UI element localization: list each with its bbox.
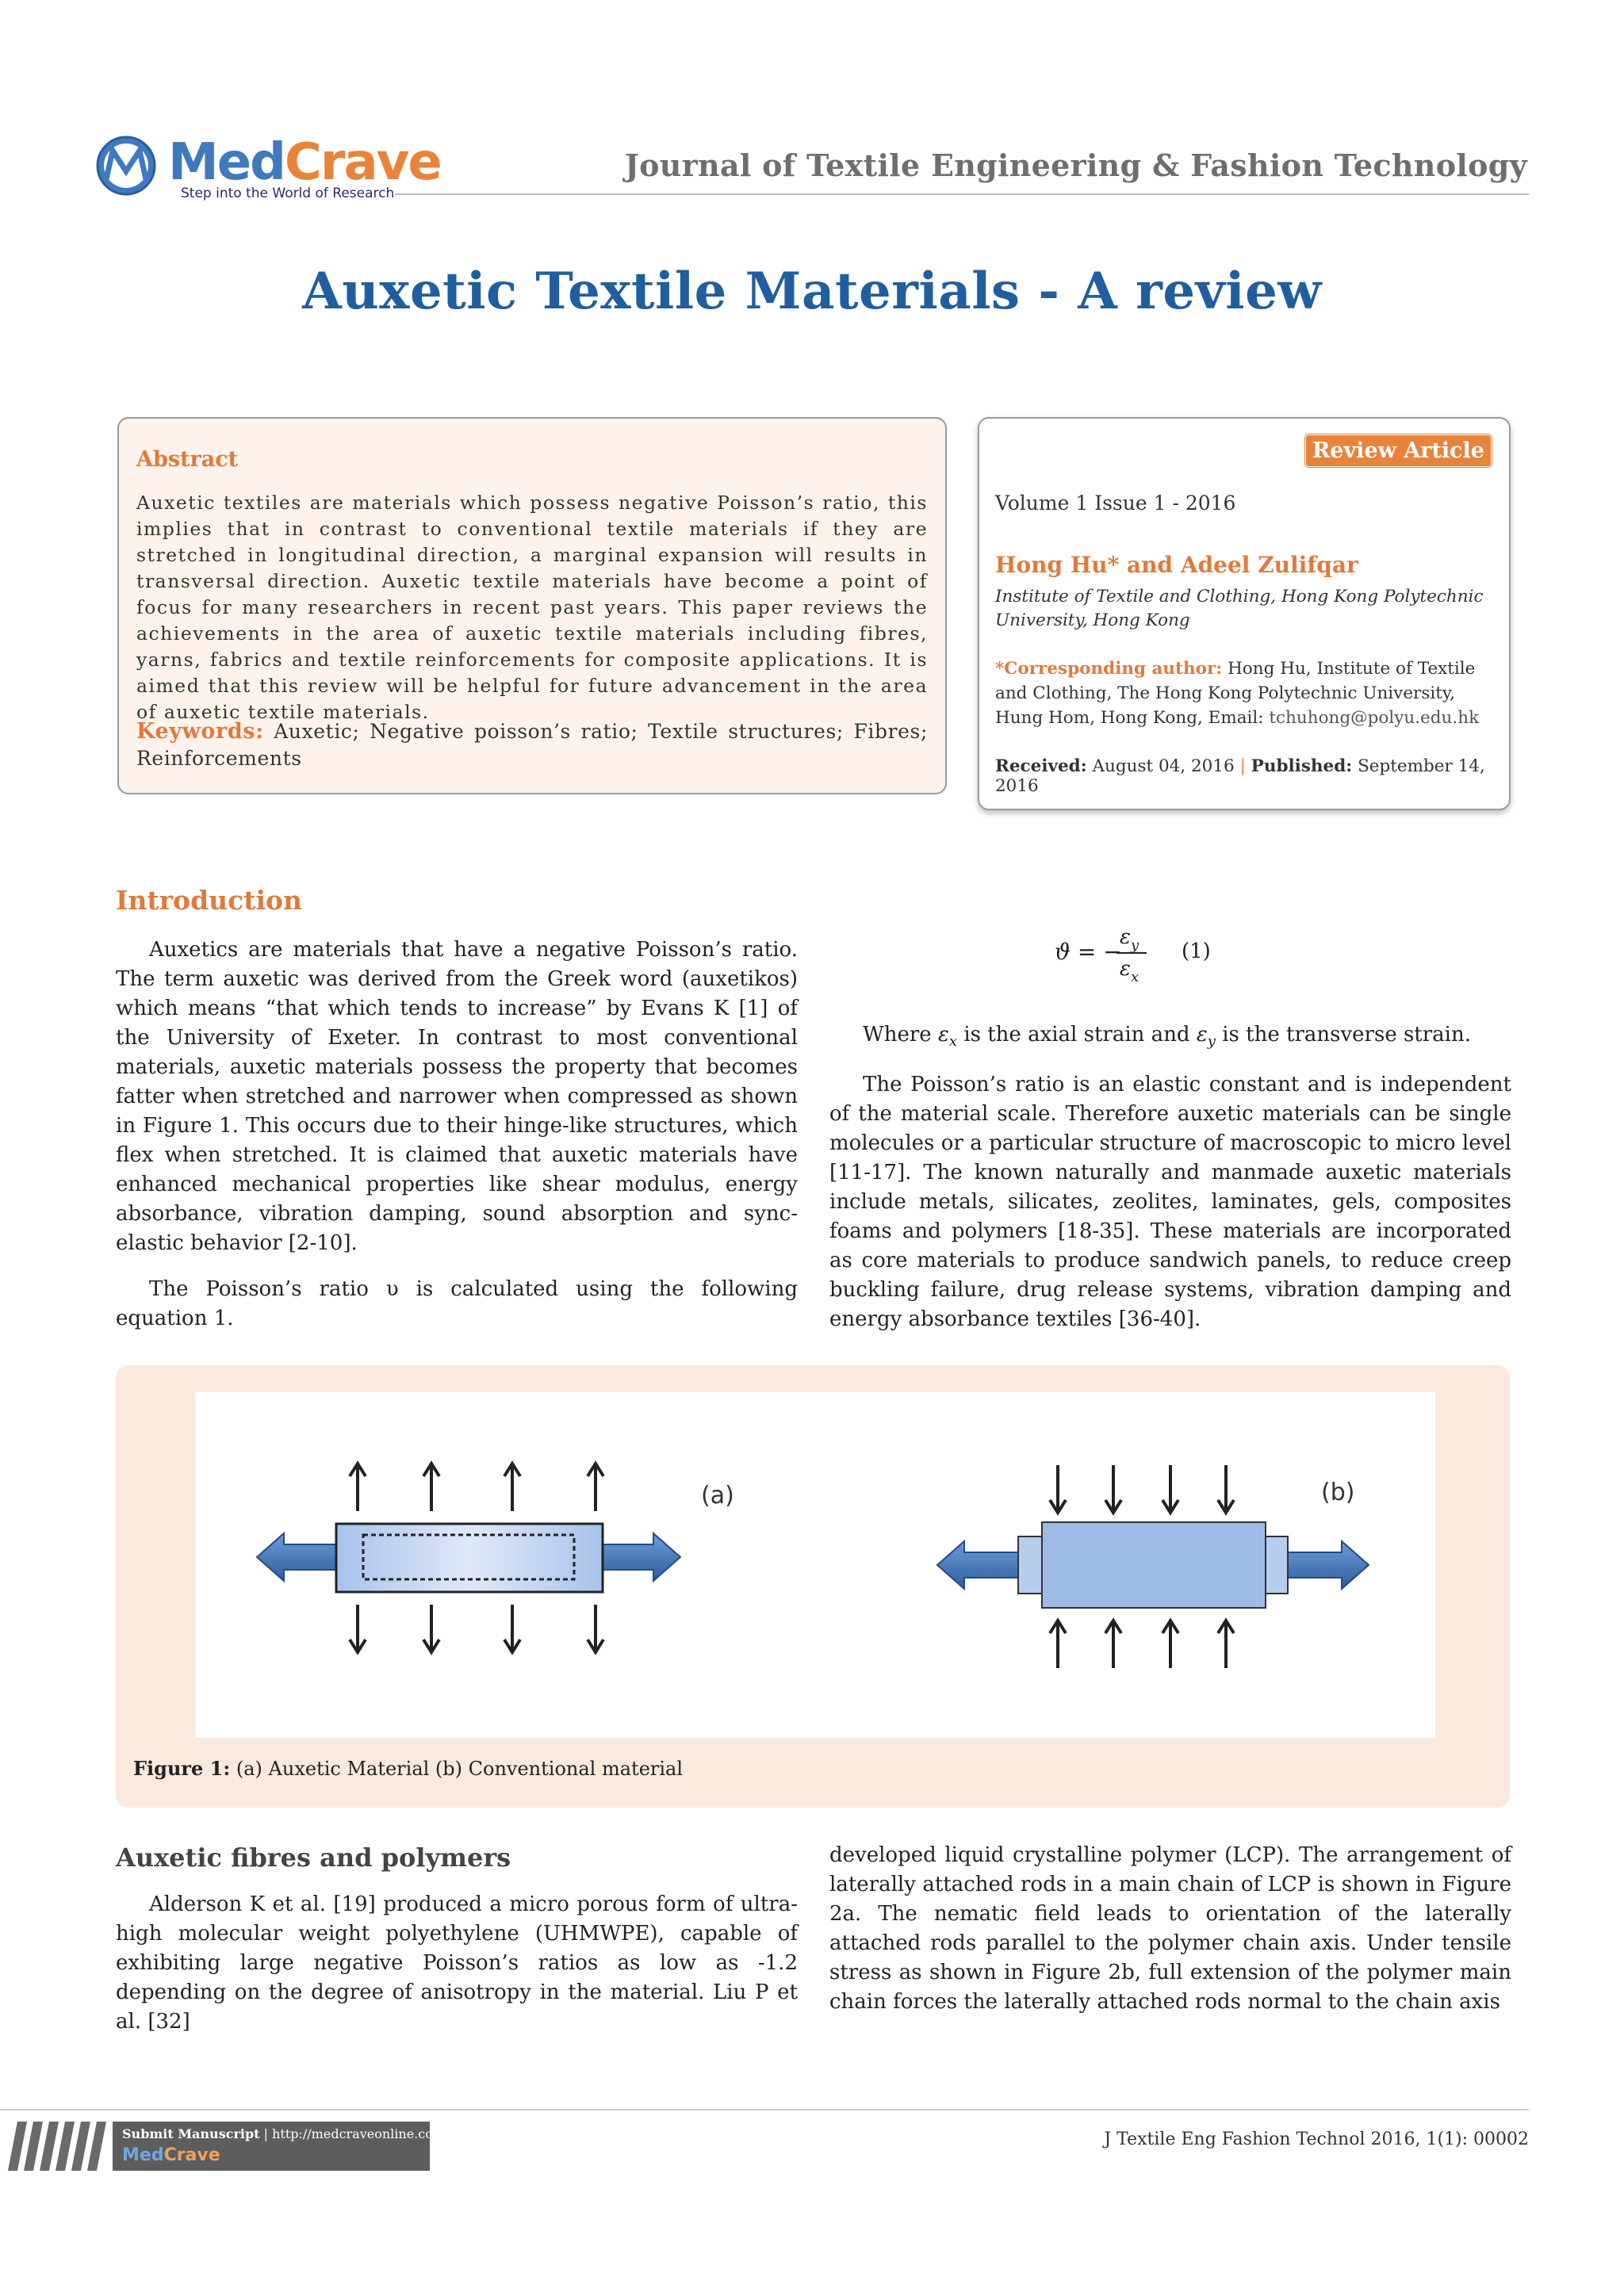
conventional-diagram — [937, 1465, 1369, 1668]
submit-label: Submit Manuscript — [122, 2126, 260, 2141]
figure-1-caption — [133, 1757, 683, 1780]
equation-lhs: ϑ = − — [1055, 939, 1122, 965]
right-pull-arrow — [601, 1533, 680, 1581]
header-divider — [395, 193, 1529, 195]
intro-paragraph-1: Auxetics are materials that have a negative Poisson’s ratio. The term auxetic was derived from the Greek word (auxetikos) which means “that which tends to increase” by Evans K [1] of the University of Exeter. In contrast to most conventional materials, auxetic materials possess the property that becomes fatter when stretched and narrower when compressed as shown in Figure 1. This occurs due to their hinge-like structures, which flex when stretched. It is claimed that auxetic materials have enhanced mechanical properties like shear modulus, energy absorbance, vibration damping, sound absorption and sync-elastic behavior [2-10]. — [116, 938, 798, 1255]
article-title: Auxetic Textile Materials - A review — [302, 262, 1322, 321]
corresponding-label: *Corresponding author: — [995, 659, 1223, 679]
where-text-3: is the transverse strain. — [1222, 1023, 1472, 1047]
equation-denominator-sub: x — [1131, 969, 1139, 985]
tension-arrows-up — [350, 1464, 603, 1511]
right-push-arrow — [1288, 1541, 1369, 1589]
journal-title: Journal of Textile Engineering & Fashion Technology — [624, 147, 1527, 183]
epsilon-y: $\varepsilon_y$ — [1196, 1023, 1216, 1050]
label-b: (b) — [1321, 1479, 1355, 1506]
dates-line — [995, 756, 1509, 796]
footer-citation: J Textile Eng Fashion Technol 2016, 1(1): 00002 — [1104, 2130, 1529, 2149]
footer-brand: MedCrave — [122, 2145, 220, 2165]
corresponding-text: Hong Hu, Institute of Textile and Clothing, The Hong Kong Polytechnic University, Hung Hom, Hong Kong, Email: — [995, 659, 1476, 728]
submit-manuscript-banner[interactable] — [0, 2118, 446, 2174]
equation-denominator: ε — [1120, 957, 1131, 981]
published-date: September 14, 2016 — [995, 756, 1485, 796]
keywords-text: Auxetic; Negative poisson’s ratio; Textile structures; Fibres; Reinforcements — [136, 720, 929, 770]
right-paragraph-1: The Poisson’s ratio is an elastic constant and is independent of the material scale. Therefore auxetic materials can be single molecules or a particular structure of macroscopic to micro level [11-17]. The known naturally and manmade auxetic materials include metals, silicates, zeolites, laminates, gels, composites foams and polymers [18-35]. These materials are incorporated as core materials to produce sandwich panels, to reduce creep buckling failure, drug release systems, vibration damping and energy absorbance textiles [36-40]. — [829, 1073, 1511, 1331]
equation-numerator: ε — [1120, 925, 1131, 949]
footer-stripes-icon — [0, 2118, 111, 2174]
auxetic-diagram — [257, 1464, 734, 1652]
intro-paragraph-2: The Poisson’s ratio υ is calculated using the following equation 1. — [116, 1277, 798, 1330]
where-line — [863, 1023, 1529, 1050]
where-text-2: is the axial strain and — [963, 1023, 1190, 1047]
corresponding-author — [995, 656, 1487, 730]
abstract-heading: Abstract — [136, 447, 239, 472]
equation-numerator-sub: y — [1131, 937, 1139, 954]
figure-caption-label: Figure 1: — [133, 1757, 231, 1780]
keywords — [136, 718, 928, 772]
figure-1-image — [195, 1392, 1435, 1738]
left-push-arrow — [937, 1541, 1018, 1589]
figure-caption-text: (a) Auxetic Material (b) Conventional material — [236, 1758, 684, 1780]
article-info-box — [978, 417, 1511, 810]
equation-label: (1) — [1182, 939, 1211, 963]
compression-arrows-top — [1050, 1465, 1234, 1513]
logo-tagline: Step into the World of Research — [181, 186, 395, 201]
conventional-specimen — [1042, 1522, 1266, 1608]
epsilon-x: $\varepsilon_x$ — [937, 1023, 958, 1050]
footer-divider — [0, 2109, 1529, 2110]
compression-arrows-bottom — [1050, 1621, 1234, 1668]
received-label: Received: — [995, 756, 1087, 776]
medcrave-logo[interactable] — [95, 133, 441, 206]
introduction-heading: Introduction — [116, 885, 303, 916]
authors: Hong Hu* and Adeel Zulifqar — [995, 552, 1358, 578]
equation-1 — [1031, 918, 1316, 986]
affiliation: Institute of Textile and Clothing, Hong Kong Polytechnic University, Hong Kong — [995, 587, 1484, 630]
published-label: Published: — [1251, 756, 1353, 776]
submit-url[interactable]: | http://medcraveonline.com — [263, 2126, 446, 2141]
label-a: (a) — [701, 1482, 734, 1510]
submit-manuscript-text — [122, 2126, 445, 2141]
volume-issue: Volume 1 Issue 1 - 2016 — [995, 492, 1236, 515]
received-date: August 04, 2016 — [1092, 756, 1235, 776]
medcrave-emblem-icon — [95, 135, 157, 197]
date-separator: | — [1239, 756, 1246, 776]
figure-1-box — [116, 1365, 1510, 1808]
abstract-text: Auxetic textiles are materials which possess negative Poisson’s ratio, this implies that in contrast to conventional textile materials if they are stretched in longitudinal direction, a marginal expansion will results in transversal direction. Auxetic textile materials have become a point of focus for many researchers in recent past years. This paper reviews the achievements in the area of auxetic textile materials including fibres, yarns, fabrics and textile reinforcements for composite applications. It is aimed that this review will be helpful for future advancement in the area of auxetic textile materials. — [136, 492, 928, 723]
footer-banner-panel — [113, 2122, 446, 2171]
abstract-box — [117, 417, 947, 794]
fibres-heading: Auxetic fibres and polymers — [116, 1843, 511, 1873]
fibres-paragraph-2: developed liquid crystalline polymer (LCP). The arrangement of laterally attached rods in a main chain of LCP is shown in Figure 2a. The nematic field leads to orientation of the laterally attached rods parallel to the polymer chain axis. Under tensile stress as shown in Figure 2b, full extension of the polymer main chain forces the laterally attached rods normal to the chain axis — [829, 1843, 1511, 2014]
left-pull-arrow — [257, 1533, 336, 1581]
email-link[interactable]: tchuhong@polyu.edu.hk — [1269, 708, 1480, 728]
keywords-label: Keywords: — [136, 719, 264, 744]
fibres-paragraph-1: Alderson K et al. [19] produced a micro porous form of ultra-high molecular weight polyethylene (UHMWPE), capable of exhibiting large negative Poisson’s ratios as low as -1.2 depending on the degree of anisotropy in the material. Liu P et al. [32] — [116, 1892, 798, 2034]
where-text-1: Where — [863, 1023, 932, 1047]
logo-wordmark: MedCrave — [168, 133, 441, 192]
article-type-badge: Review Article — [1305, 434, 1492, 467]
tension-arrows-down — [350, 1605, 603, 1652]
